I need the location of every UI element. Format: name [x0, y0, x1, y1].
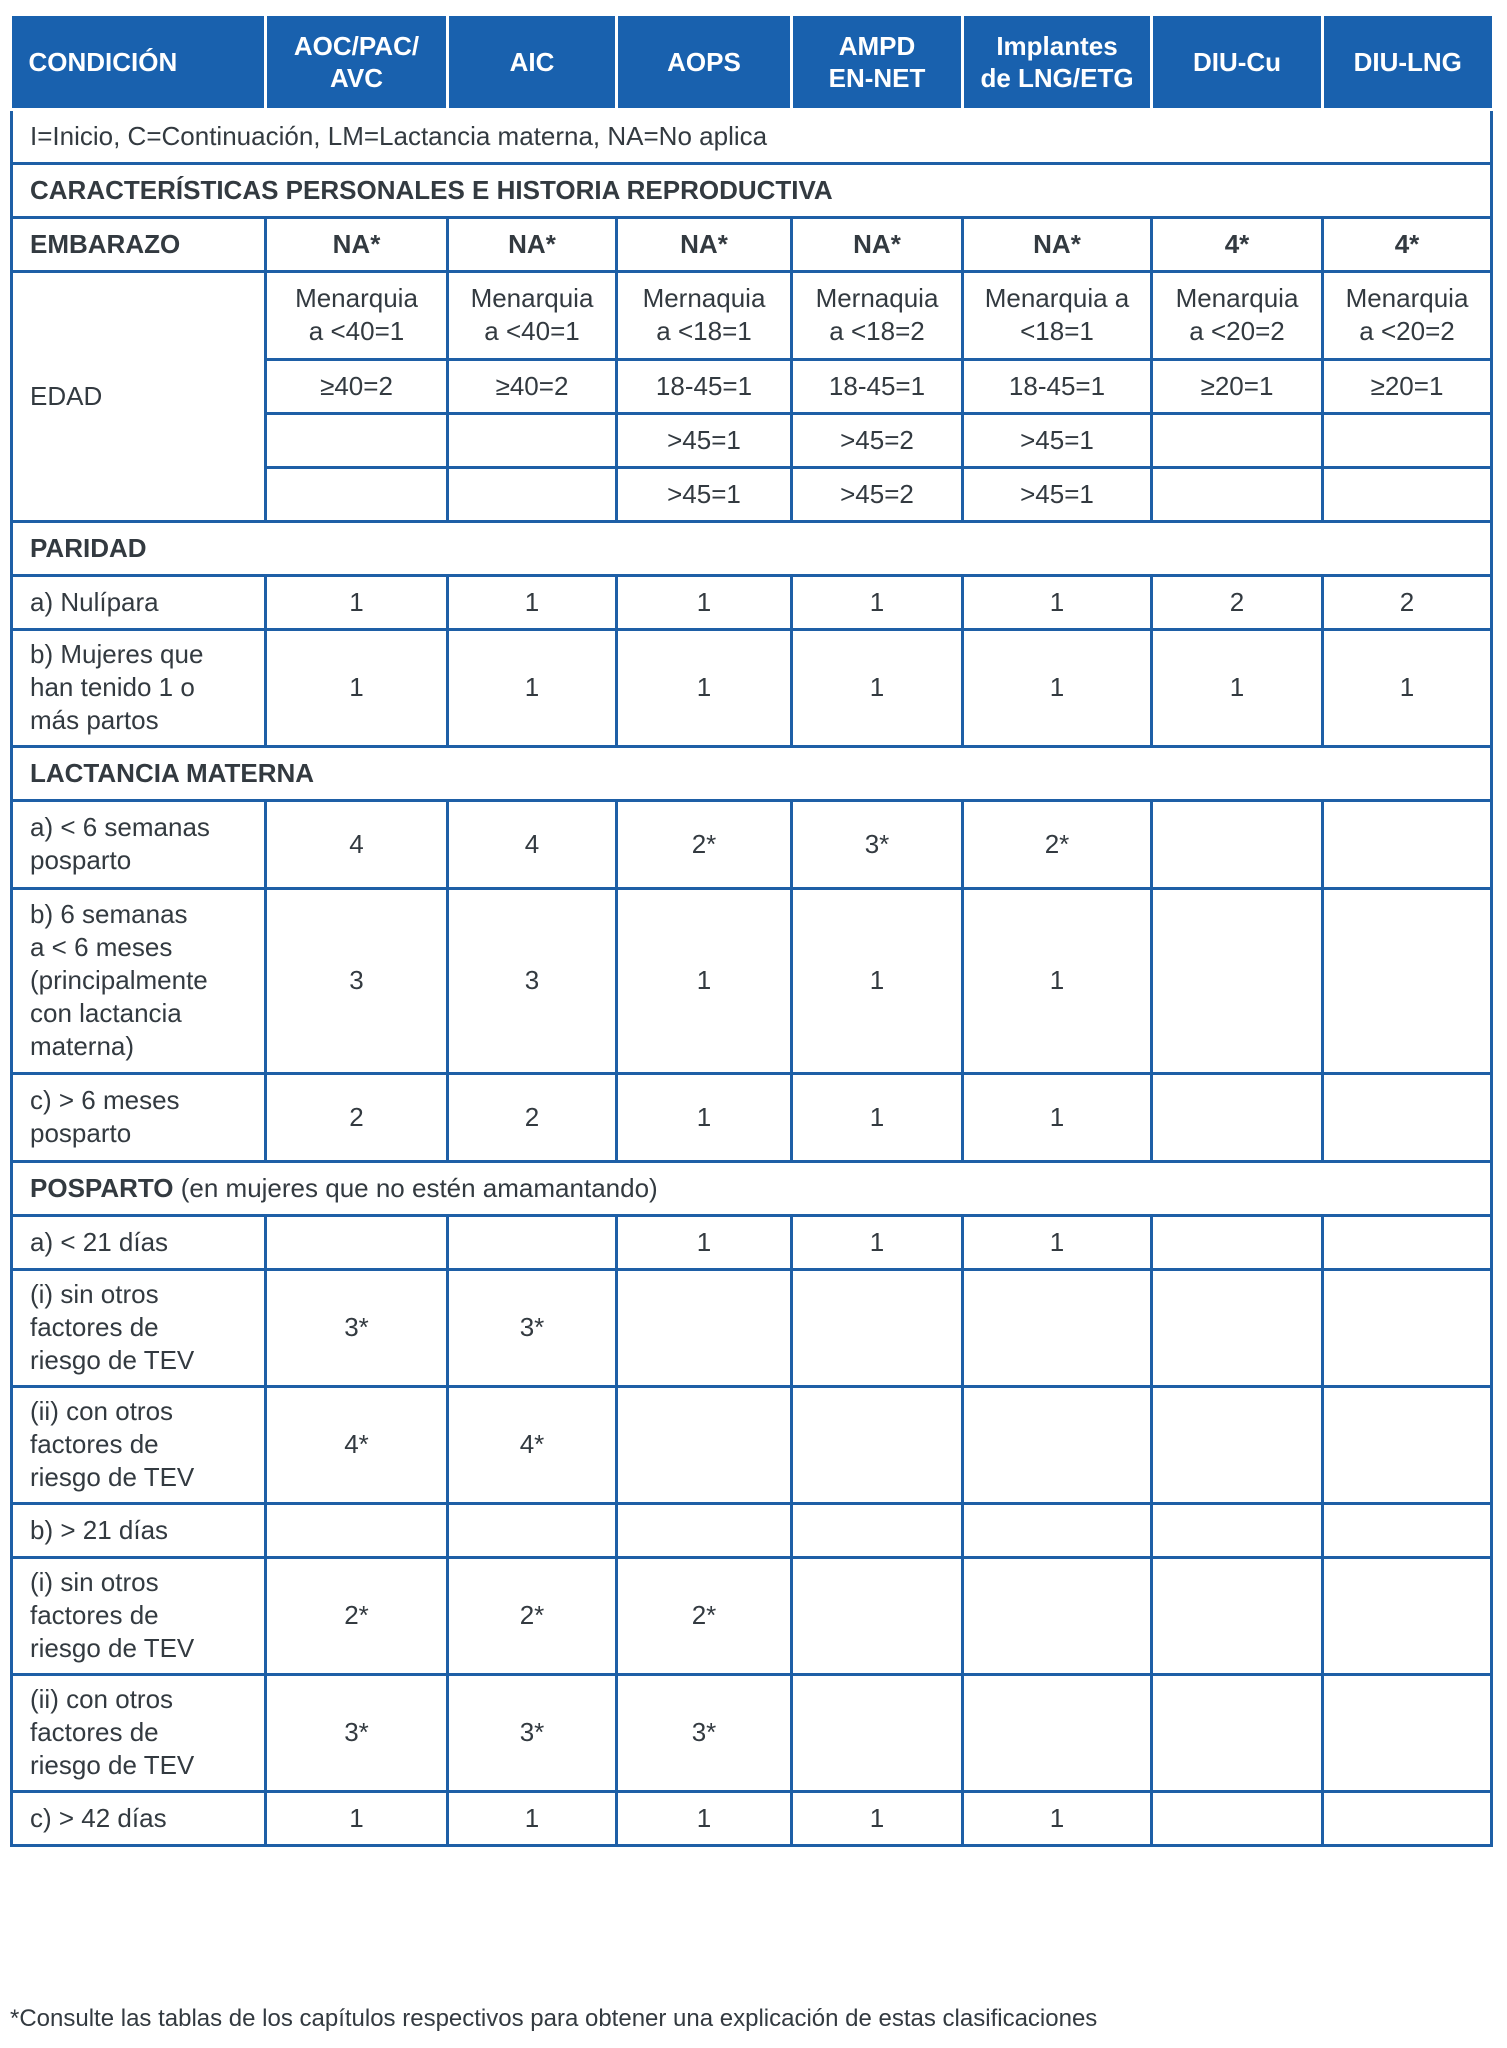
table-cell	[1323, 1503, 1492, 1557]
table-cell: 2	[1323, 575, 1492, 629]
table-cell	[1152, 1557, 1323, 1674]
row-label: EDAD	[12, 271, 266, 521]
table-cell: >45=2	[792, 467, 963, 521]
table-row	[12, 888, 1492, 1073]
row-label: b) > 21 días	[12, 1503, 266, 1557]
row-label: (i) sin otros factores de riesgo de TEV	[12, 1557, 266, 1674]
table-cell	[1152, 1503, 1323, 1557]
table-cell	[1323, 1791, 1492, 1845]
table-cell: Menarquia a <18=1	[963, 271, 1152, 359]
table-cell: 1	[266, 629, 448, 746]
table-cell	[1323, 800, 1492, 888]
table-cell	[792, 1674, 963, 1791]
header-diu-cu: DIU-Cu	[1152, 16, 1323, 109]
table-cell: >45=1	[963, 413, 1152, 467]
table-row	[12, 1386, 1492, 1503]
contraceptive-eligibility-table	[10, 16, 1493, 1847]
header-condition: CONDICIÓN	[12, 16, 266, 109]
header-implantes: Implantes de LNG/ETG	[963, 16, 1152, 109]
table-cell	[266, 1503, 448, 1557]
table-cell	[1323, 1386, 1492, 1503]
table-row	[12, 1215, 1492, 1269]
table-cell: ≥40=2	[266, 359, 448, 413]
table-cell	[1152, 1269, 1323, 1386]
table-cell: NA*	[448, 217, 617, 271]
table-cell: 1	[617, 888, 792, 1073]
table-row	[12, 1674, 1492, 1791]
table-cell: Mernaquia a <18=2	[792, 271, 963, 359]
table-cell: 1	[617, 1215, 792, 1269]
table-cell: 1	[617, 575, 792, 629]
table-cell: 1	[1323, 629, 1492, 746]
section-lactancia	[12, 746, 1492, 800]
header-diu-lng: DIU-LNG	[1323, 16, 1492, 109]
table-cell: 1	[792, 1215, 963, 1269]
table-cell: 4*	[448, 1386, 617, 1503]
table-cell: 1	[963, 888, 1152, 1073]
table-cell	[448, 413, 617, 467]
table-cell: 4*	[1323, 217, 1492, 271]
table-cell: 3	[448, 888, 617, 1073]
table-cell: NA*	[617, 217, 792, 271]
legend-text: I=Inicio, C=Continuación, LM=Lactancia materna, NA=No aplica	[12, 109, 1492, 163]
table-cell: 1	[792, 888, 963, 1073]
table-cell	[1323, 413, 1492, 467]
table-cell: 2	[266, 1073, 448, 1161]
table-cell: 3*	[792, 800, 963, 888]
table-cell	[617, 1269, 792, 1386]
footnote: *Consulte las tablas de los capítulos respectivos para obtener una explicación de estas clasificaciones	[10, 2005, 1098, 2032]
table-cell: 4*	[1152, 217, 1323, 271]
section-lactancia-title: LACTANCIA MATERNA	[30, 757, 315, 788]
table-cell: Mernaquia a <18=1	[617, 271, 792, 359]
table-cell: 1	[963, 575, 1152, 629]
table-cell	[1323, 1674, 1492, 1791]
table-cell: 1	[792, 1073, 963, 1161]
table-cell	[963, 1269, 1152, 1386]
table-cell: 3*	[448, 1269, 617, 1386]
table-cell: 2*	[448, 1557, 617, 1674]
table-cell	[266, 1215, 448, 1269]
table-cell	[963, 1557, 1152, 1674]
row-label: (i) sin otros factores de riesgo de TEV	[12, 1269, 266, 1386]
table-cell: 1	[1152, 629, 1323, 746]
table-cell: 1	[792, 629, 963, 746]
row-label: b) 6 semanas a < 6 meses (principalmente con lactancia materna)	[12, 888, 266, 1073]
table-cell: >45=2	[792, 413, 963, 467]
table-cell: 1	[963, 1073, 1152, 1161]
table-cell	[1152, 413, 1323, 467]
table-cell: ≥20=1	[1152, 359, 1323, 413]
row-label: a) Nulípara	[12, 575, 266, 629]
table-cell	[792, 1386, 963, 1503]
edad-row	[12, 271, 1492, 359]
table-cell	[448, 467, 617, 521]
table-cell: 1	[792, 1791, 963, 1845]
table-cell: 1	[617, 629, 792, 746]
table-cell: Menarquia a <20=2	[1323, 271, 1492, 359]
table-cell	[963, 1386, 1152, 1503]
table-cell: 1	[448, 575, 617, 629]
table-cell: >45=1	[617, 413, 792, 467]
table-cell	[1323, 888, 1492, 1073]
table-row	[12, 575, 1492, 629]
table-cell: 2*	[617, 800, 792, 888]
table-cell: 1	[792, 575, 963, 629]
section-posparto-title: POSPARTO	[30, 1172, 174, 1203]
table-cell: 2*	[617, 1557, 792, 1674]
table-cell: 18-45=1	[963, 359, 1152, 413]
row-label: (ii) con otros factores de riesgo de TEV	[12, 1386, 266, 1503]
table-cell	[266, 467, 448, 521]
table-row	[12, 1269, 1492, 1386]
table-cell: NA*	[266, 217, 448, 271]
section-row	[12, 163, 1492, 217]
table-cell	[1152, 1386, 1323, 1503]
table-row	[12, 1791, 1492, 1845]
row-label: c) > 6 meses posparto	[12, 1073, 266, 1161]
table-cell: ≥40=2	[448, 359, 617, 413]
table-cell	[1152, 1073, 1323, 1161]
table-cell	[617, 1503, 792, 1557]
table-cell	[792, 1503, 963, 1557]
row-label: b) Mujeres que han tenido 1 o más partos	[12, 629, 266, 746]
table-cell	[1152, 888, 1323, 1073]
table-cell	[448, 1215, 617, 1269]
table-cell	[1152, 1674, 1323, 1791]
table-row	[12, 800, 1492, 888]
table-cell: 1	[963, 1791, 1152, 1845]
table-cell	[1152, 467, 1323, 521]
table-cell: 18-45=1	[617, 359, 792, 413]
table-cell	[266, 413, 448, 467]
table-cell: 3*	[617, 1674, 792, 1791]
header-aoc-pac-avc: AOC/PAC/ AVC	[266, 16, 448, 109]
table-cell: 1	[617, 1073, 792, 1161]
table-cell	[1152, 800, 1323, 888]
row-label: a) < 6 semanas posparto	[12, 800, 266, 888]
table-cell: 2	[448, 1073, 617, 1161]
table-cell	[617, 1386, 792, 1503]
table-cell	[792, 1557, 963, 1674]
table-cell	[963, 1674, 1152, 1791]
table-cell: Menarquia a <20=2	[1152, 271, 1323, 359]
section-row	[12, 746, 1492, 800]
table-cell: 3*	[266, 1674, 448, 1791]
section-posparto-note: (en mujeres que no estén amamantando)	[173, 1172, 658, 1203]
table-cell	[1323, 1073, 1492, 1161]
header-ampd-en-net: AMPD EN-NET	[792, 16, 963, 109]
table-cell: 1	[266, 1791, 448, 1845]
table-cell	[1323, 1215, 1492, 1269]
table-cell: >45=1	[617, 467, 792, 521]
table-row	[12, 1557, 1492, 1674]
row-label: (ii) con otros factores de riesgo de TEV	[12, 1674, 266, 1791]
table-header-row	[12, 16, 1492, 109]
section-row	[12, 1161, 1492, 1215]
table-cell: NA*	[963, 217, 1152, 271]
table-cell: 3*	[448, 1674, 617, 1791]
table-cell	[1152, 1791, 1323, 1845]
section-row	[12, 521, 1492, 575]
table-cell	[1323, 1269, 1492, 1386]
section-personal: CARACTERÍSTICAS PERSONALES E HISTORIA REPRODUCTIVA	[12, 163, 1492, 217]
table-cell	[1152, 1215, 1323, 1269]
header-aic: AIC	[448, 16, 617, 109]
embarazo-row	[12, 217, 1492, 271]
table-cell	[448, 1503, 617, 1557]
section-paridad-title: PARIDAD	[30, 532, 147, 563]
row-label: c) > 42 días	[12, 1791, 266, 1845]
section-paridad	[12, 521, 1492, 575]
table-cell: Menarquia a <40=1	[448, 271, 617, 359]
table-row	[12, 1503, 1492, 1557]
table-cell: 4*	[266, 1386, 448, 1503]
table-cell: >45=1	[963, 467, 1152, 521]
table-cell: 18-45=1	[792, 359, 963, 413]
table-row	[12, 629, 1492, 746]
table-cell: 2*	[963, 800, 1152, 888]
table-cell	[1323, 1557, 1492, 1674]
table-cell	[1323, 467, 1492, 521]
table-cell: 2	[1152, 575, 1323, 629]
row-label: EMBARAZO	[12, 217, 266, 271]
table-cell: 2*	[266, 1557, 448, 1674]
header-aops: AOPS	[617, 16, 792, 109]
table-cell: NA*	[792, 217, 963, 271]
table-cell: 1	[963, 629, 1152, 746]
legend-row	[12, 109, 1492, 163]
table-cell: ≥20=1	[1323, 359, 1492, 413]
table-cell	[963, 1503, 1152, 1557]
row-label: a) < 21 días	[12, 1215, 266, 1269]
table-cell: 1	[266, 575, 448, 629]
table-cell	[792, 1269, 963, 1386]
table-cell: 3*	[266, 1269, 448, 1386]
table-cell: 4	[448, 800, 617, 888]
table-cell: 4	[266, 800, 448, 888]
table-cell: 1	[448, 1791, 617, 1845]
table-cell: 1	[963, 1215, 1152, 1269]
table-cell: Menarquia a <40=1	[266, 271, 448, 359]
table-cell: 3	[266, 888, 448, 1073]
table-cell: 1	[448, 629, 617, 746]
section-posparto	[12, 1161, 1492, 1215]
table-cell: 1	[617, 1791, 792, 1845]
table-row	[12, 1073, 1492, 1161]
